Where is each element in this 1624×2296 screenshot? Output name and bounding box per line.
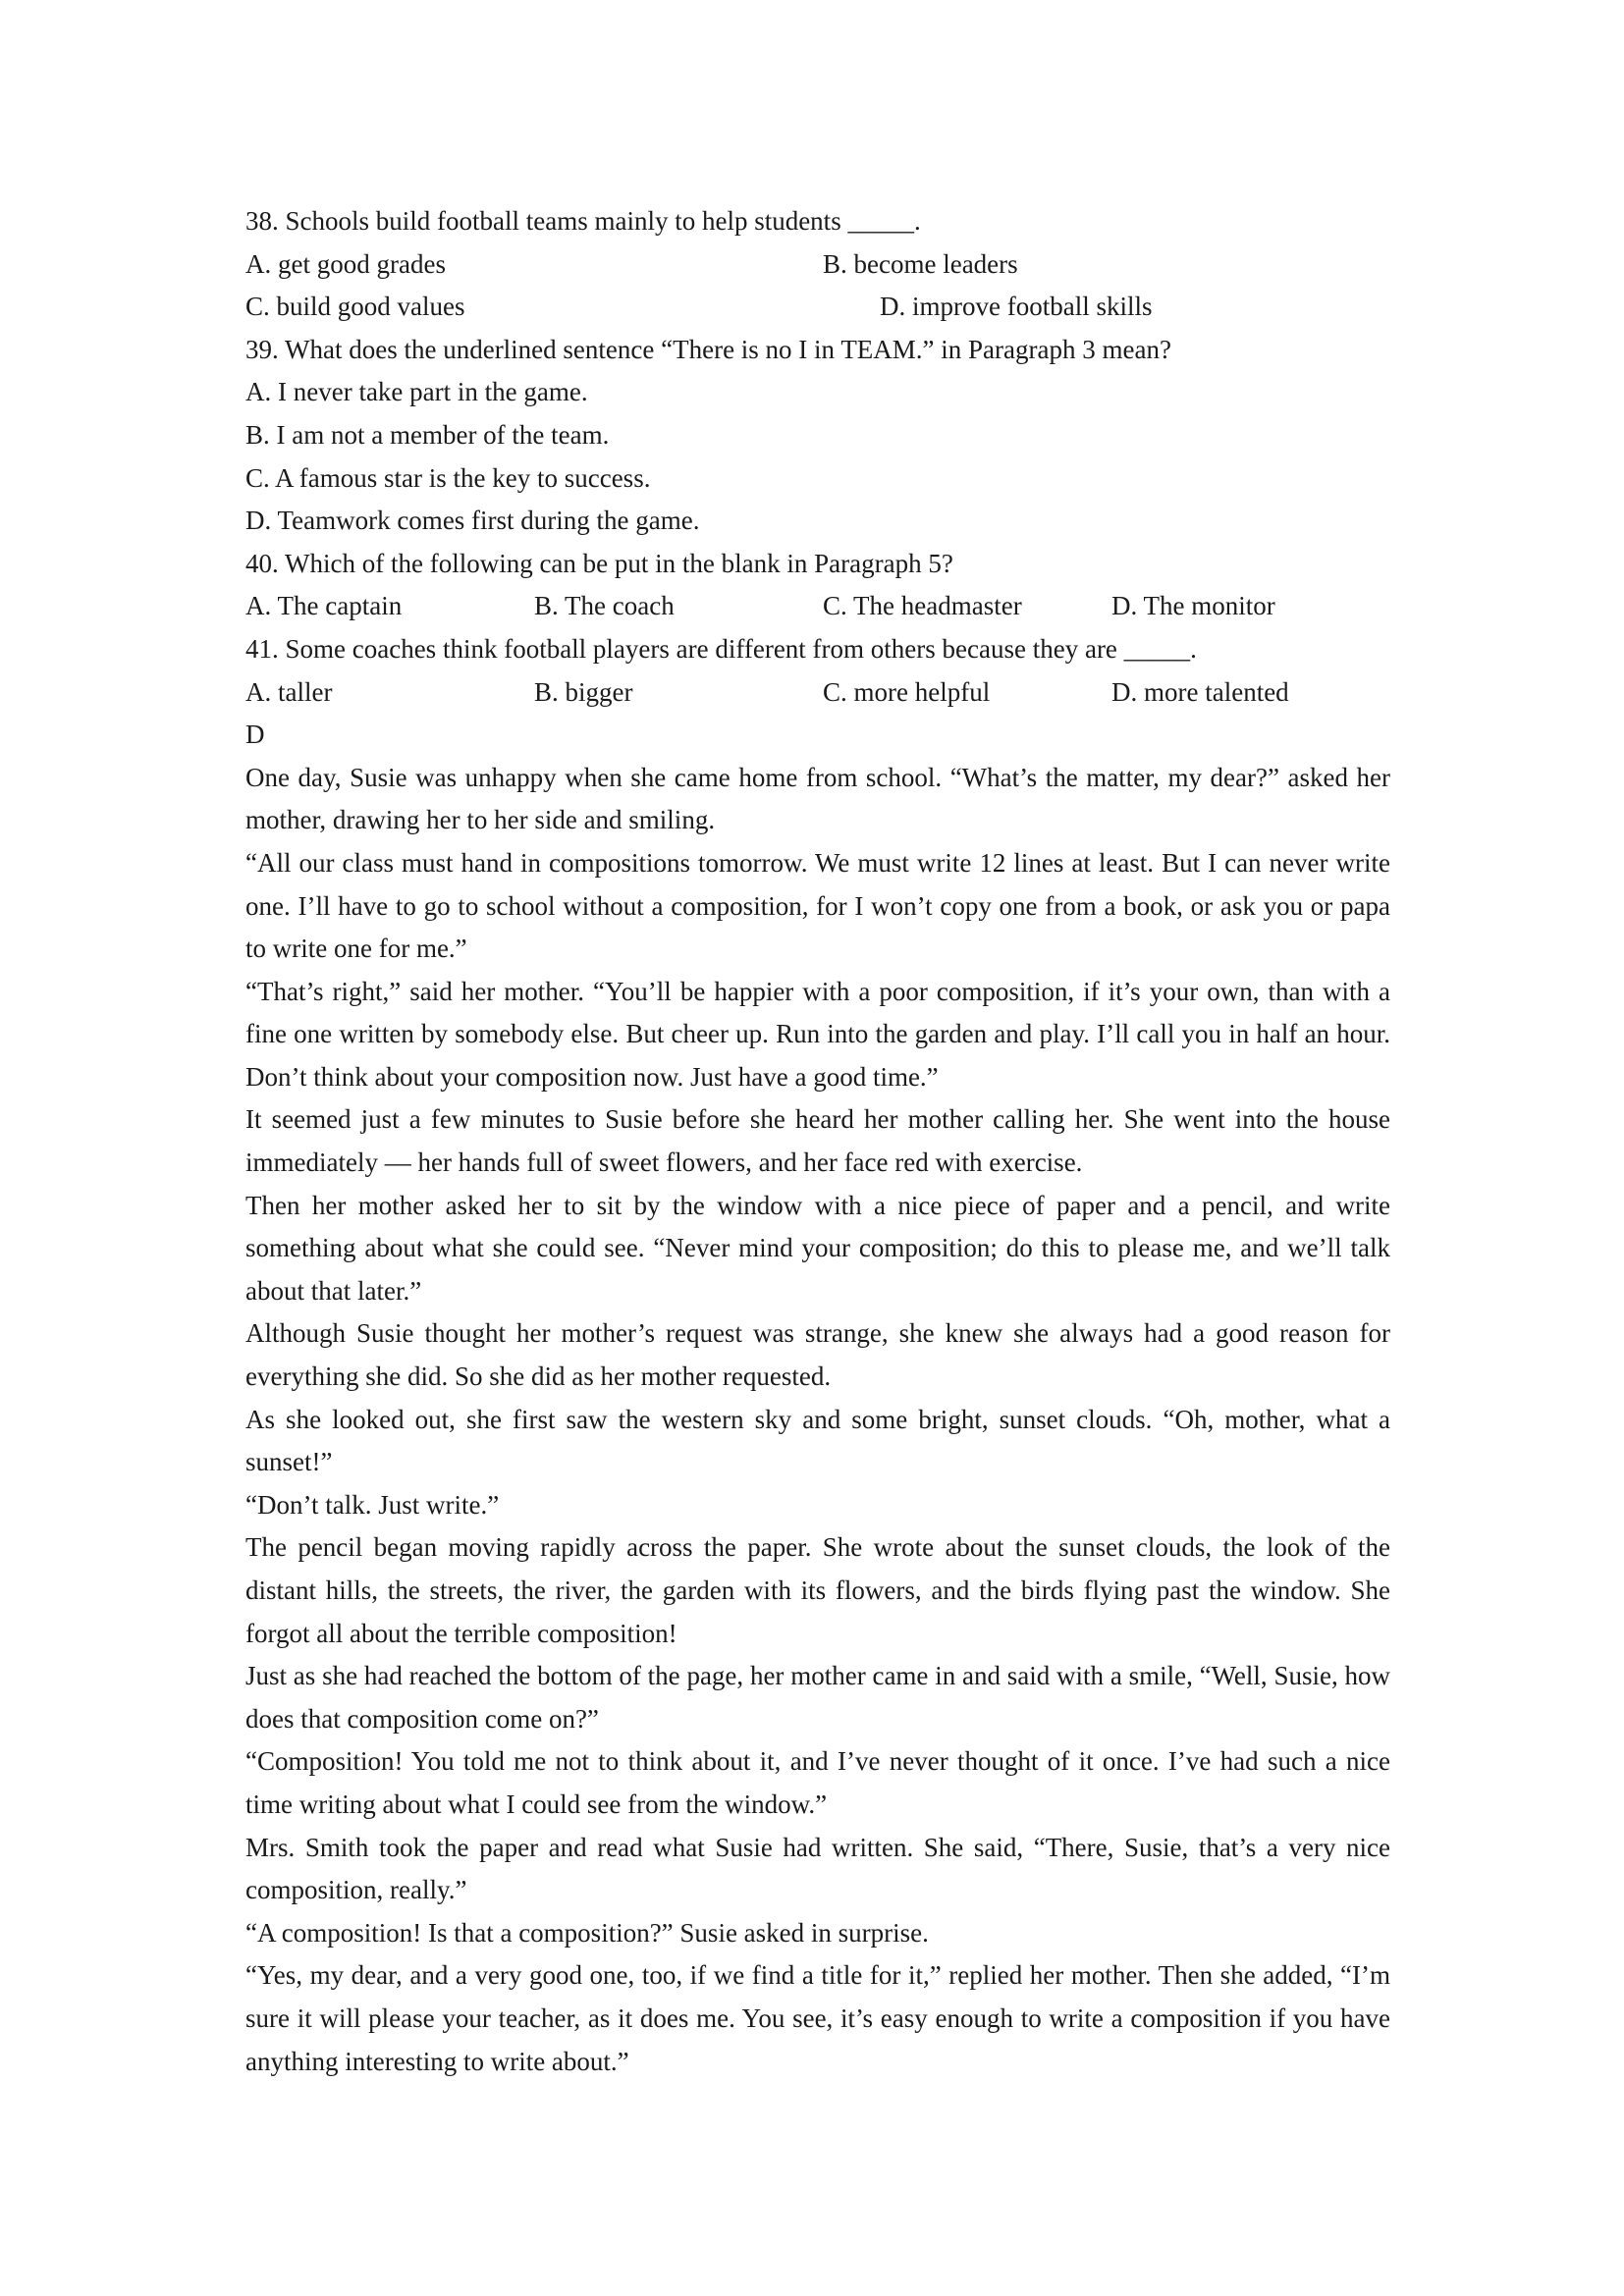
passage-d-paragraph-5: Then her mother asked her to sit by the window with a nice piece of paper and a pencil, and write something about what she could see. “Never mind your composition; do this to please me, and we’ll talk about that later.” bbox=[245, 1190, 1390, 1306]
question-39-option-b: B. I am not a member of the team. bbox=[245, 419, 610, 450]
question-40-stem: 40. Which of the following can be put in the blank in Paragraph 5? bbox=[245, 548, 953, 578]
passage-d-label: D bbox=[245, 720, 265, 750]
question-41-options bbox=[245, 671, 1390, 715]
question-39-stem: 39. What does the underlined sentence “There is no I in TEAM.” in Paragraph 3 mean? bbox=[245, 334, 1171, 364]
question-40-option-c: C. The headmaster bbox=[823, 591, 1022, 621]
question-39-option-c: C. A famous star is the key to success. bbox=[245, 462, 651, 493]
passage-d-paragraph-8: “Don’t talk. Just write.” bbox=[245, 1489, 500, 1520]
question-40-option-a: A. The captain bbox=[245, 591, 403, 621]
passage-d-paragraph-6: Although Susie thought her mother’s request was strange, she knew she always had a good reason for everything she did. So she did as her mother requested. bbox=[245, 1318, 1390, 1392]
question-38-option-c: C. build good values bbox=[245, 292, 465, 322]
question-41-option-a: A. taller bbox=[245, 676, 333, 707]
passage-d-paragraph-1: One day, Susie was unhappy when she came home from school. “What’s the matter, my dear?” asked her mother, drawing her to her side and smiling. bbox=[245, 762, 1390, 835]
question-41-option-b: B. bigger bbox=[534, 676, 633, 707]
passage-d-paragraph-12: Mrs. Smith took the paper and read what Susie had written. She said, “There, Susie, that’s a very nice composition, really.” bbox=[245, 1832, 1390, 1905]
passage-d-paragraph-2: “All our class must hand in compositions tomorrow. We must write 12 lines at least. But I can never write one. I’ll have to go to school without a composition, for I won’t copy one from a book, or ask you or papa to write one for me.” bbox=[245, 847, 1390, 964]
passage-d-paragraph-13: “A composition! Is that a composition?” Susie asked in surprise. bbox=[245, 1917, 929, 1948]
passage-d-paragraph-11: “Composition! You told me not to think about it, and I’ve never thought of it once. I’ve had such a nice time writing about what I could see from the window.” bbox=[245, 1746, 1390, 1819]
question-38-options-row-2 bbox=[245, 286, 1390, 329]
question-38-stem: 38. Schools build football teams mainly to help students _____. bbox=[245, 206, 921, 236]
question-40-option-d: D. The monitor bbox=[1111, 591, 1275, 621]
question-39-option-a: A. I never take part in the game. bbox=[245, 377, 588, 407]
passage-d-paragraph-4: It seemed just a few minutes to Susie before she heard her mother calling her. She went into the house immediately — her hands full of sweet flowers, and her face red with exercise. bbox=[245, 1104, 1390, 1178]
passage-d-paragraph-10: Just as she had reached the bottom of the page, her mother came in and said with a smile, “Well, Susie, how does that composition come on?” bbox=[245, 1661, 1390, 1734]
question-40-option-b: B. The coach bbox=[534, 591, 675, 621]
question-41-option-c: C. more helpful bbox=[823, 676, 991, 707]
question-38-option-d: D. improve football skills bbox=[880, 292, 1153, 322]
question-40-options bbox=[245, 585, 1390, 628]
passage-d-paragraph-9: The pencil began moving rapidly across the paper. She wrote about the sunset clouds, the look of the distant hills, the streets, the river, the garden with its flowers, and the birds flying past the window. She forgot all about the terrible composition! bbox=[245, 1532, 1390, 1648]
passage-d-paragraph-3: “That’s right,” said her mother. “You’ll be happier with a poor composition, if it’s your own, than with a fine one written by somebody else. But cheer up. Run into the garden and play. I’ll call you in half an hour. Don’t think about your composition now. Just have a good time.” bbox=[245, 976, 1390, 1092]
question-38-options-row-1 bbox=[245, 243, 1390, 287]
document-page bbox=[245, 200, 1390, 2083]
question-39-option-d: D. Teamwork comes first during the game. bbox=[245, 506, 700, 536]
question-38-option-b: B. become leaders bbox=[823, 248, 1018, 279]
question-41-stem: 41. Some coaches think football players are different from others because they are _____. bbox=[245, 633, 1197, 664]
passage-d-paragraph-14: “Yes, my dear, and a very good one, too, if we find a title for it,” replied her mother. Then she added, “I’m sure it will please your teacher, as it does me. You see, it’s easy enough to write a composition if you have anything interesting to write about.” bbox=[245, 1960, 1390, 2076]
question-41-option-d: D. more talented bbox=[1111, 676, 1289, 707]
question-38-option-a: A. get good grades bbox=[245, 248, 446, 279]
passage-d-paragraph-7: As she looked out, she first saw the western sky and some bright, sunset clouds. “Oh, mother, what a sunset!” bbox=[245, 1404, 1390, 1477]
